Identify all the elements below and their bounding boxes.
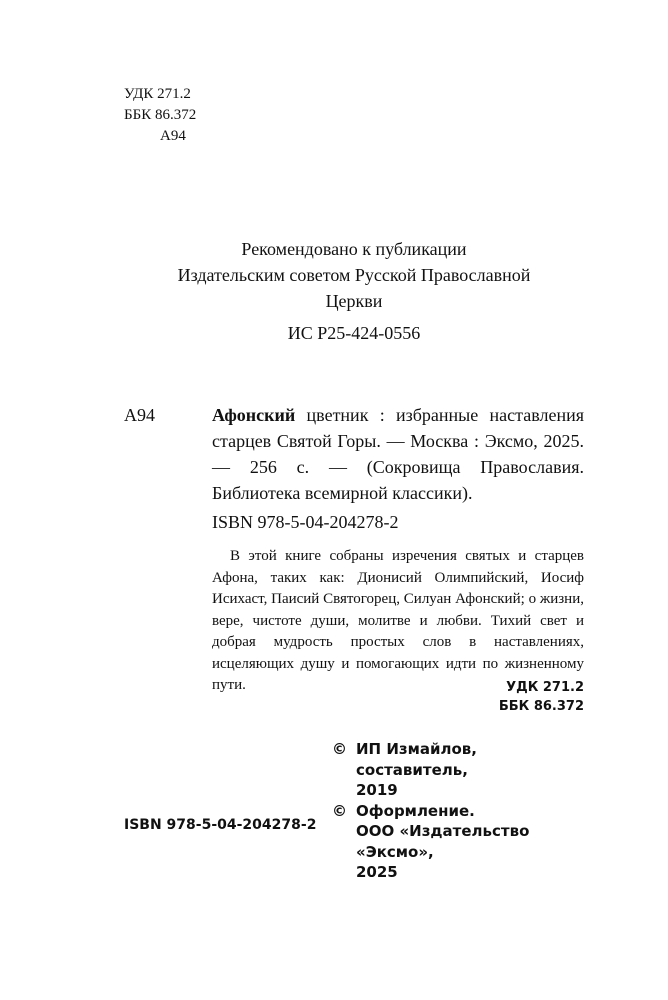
recommendation-line-3: Церкви	[325, 291, 383, 311]
copyright-block	[332, 739, 592, 883]
bbk-code: ББК 86.372	[124, 107, 197, 123]
copyright-compiler-name: ИП Измайлов, составитель,	[356, 740, 477, 779]
isbn-bottom: ISBN 978-5-04-204278-2	[124, 817, 317, 833]
copyright-compiler-year: 2019	[356, 781, 398, 799]
is-code: ИС Р25-424-0556	[287, 323, 421, 343]
catalog-author-sign: А94	[124, 405, 155, 425]
bbk-code-right: ББК 86.372	[498, 699, 584, 714]
catalog-title-bold: Афонский	[212, 405, 296, 425]
copyright-symbol: ©	[332, 801, 347, 820]
publication-recommendation	[100, 236, 608, 314]
copyright-design	[332, 801, 592, 883]
copyright-design-label: Оформление.	[356, 801, 475, 820]
classification-codes-top	[124, 84, 196, 147]
recommendation-line-2: Издательским советом Русской Православной	[177, 265, 531, 285]
udk-code: УДК 271.2	[124, 86, 191, 102]
catalog-entry	[212, 402, 584, 506]
catalog-entry-body: цветник : избранные наставления старцев Святой Горы. — Москва : Эксмо, 2025. — 256 с. — (Сокровища Православия. Библиотека всемирной классики).	[212, 405, 584, 503]
copyright-design-year: 2025	[356, 863, 398, 881]
recommendation-line-1: Рекомендовано к публикации	[241, 239, 467, 259]
copyright-symbol: ©	[332, 740, 347, 758]
copyright-compiler	[332, 739, 592, 801]
author-sign: А94	[160, 128, 186, 144]
udk-code-right: УДК 271.2	[506, 680, 584, 695]
copyright-publisher: ООО «Издательство «Эксмо»,	[356, 822, 530, 861]
annotation-paragraph: В этой книге собраны изречения святых и старцев Афона, таких как: Дионисий Олимпийский, Иосиф Исихаст, Паисий Святогорец, Силуан Афонский; о жизни, вере, чистоте души, молитве и любви. Тихий свет и добрая мудрость простых слов в наставлениях, исцеляющих душу и помогающих идти по жизненному пути.	[212, 548, 584, 693]
catalog-isbn: ISBN 978-5-04-204278-2	[212, 512, 399, 532]
classification-codes-right	[499, 678, 584, 716]
